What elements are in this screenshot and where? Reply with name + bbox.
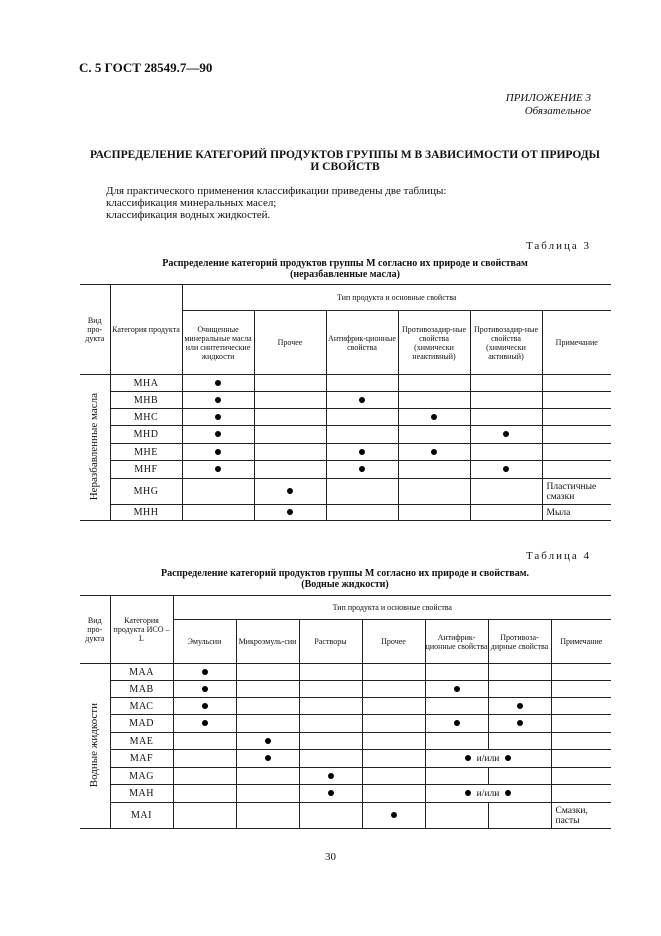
table-4-caption xyxy=(80,568,610,590)
bullet-icon xyxy=(359,397,365,403)
mark-cell xyxy=(299,785,362,803)
bullet-icon xyxy=(391,812,397,818)
group-cell xyxy=(80,375,110,521)
category-cell: МАА xyxy=(110,664,173,681)
mark-cell xyxy=(398,409,470,426)
appendix-label xyxy=(506,92,591,118)
bullet-icon xyxy=(202,720,208,726)
mark-cell xyxy=(299,664,362,681)
mark-cell xyxy=(182,375,254,392)
mark-cell xyxy=(326,426,398,444)
category-cell: МНА xyxy=(110,375,182,392)
bullet-icon xyxy=(503,466,509,472)
col-header: Прочее xyxy=(362,620,425,664)
table-3-label: Таблица 3 xyxy=(525,240,591,252)
mark-cell xyxy=(488,664,551,681)
note-cell xyxy=(542,375,611,392)
note-cell: Смазки, пасты xyxy=(551,803,611,829)
bullet-icon xyxy=(215,380,221,386)
mark-cell xyxy=(254,444,326,461)
category-cell: MHG xyxy=(110,479,182,505)
category-cell: MHD xyxy=(110,426,182,444)
mark-cell xyxy=(362,733,425,750)
group-label: Неразбавленные масла xyxy=(88,392,101,501)
mark-cell xyxy=(236,803,299,829)
table-row xyxy=(80,426,611,444)
note-cell xyxy=(542,461,611,479)
mark-cell xyxy=(362,715,425,733)
col-header: Прочее xyxy=(254,311,326,375)
note-cell xyxy=(542,392,611,409)
category-cell: МНС xyxy=(110,409,182,426)
bullet-icon xyxy=(328,773,334,779)
mark-cell xyxy=(326,444,398,461)
mark-cell xyxy=(236,715,299,733)
col-header: Примечание xyxy=(551,620,611,664)
note-cell xyxy=(551,750,611,768)
category-cell: МНВ xyxy=(110,392,182,409)
mark-cell xyxy=(173,715,236,733)
note-cell xyxy=(551,715,611,733)
mark-cell xyxy=(488,715,551,733)
mark-cell xyxy=(173,681,236,698)
appendix-title: ПРИЛОЖЕНИЕ 3 xyxy=(505,92,591,104)
table-row xyxy=(80,733,611,750)
mark-cell xyxy=(182,392,254,409)
intro-text xyxy=(106,185,447,221)
mark-cell xyxy=(362,698,425,715)
mark-cell xyxy=(182,426,254,444)
bullet-icon xyxy=(431,414,437,420)
mark-cell xyxy=(470,426,542,444)
mark-cell xyxy=(362,750,425,768)
mark-cell xyxy=(425,733,488,750)
table-row xyxy=(80,444,611,461)
section-title-line-1: РАСПРЕДЕЛЕНИЕ КАТЕГОРИЙ ПРОДУКТОВ ГРУППЫ М В ЗАВИСИМОСТИ ОТ ПРИРОДЫ xyxy=(90,149,600,161)
mark-cell xyxy=(326,375,398,392)
mark-cell xyxy=(173,768,236,785)
mark-cell xyxy=(362,681,425,698)
mark-cell xyxy=(299,681,362,698)
mark-cell xyxy=(488,733,551,750)
mark-cell xyxy=(470,409,542,426)
bullet-icon xyxy=(215,414,221,420)
col-header: Микроэмуль-сии xyxy=(236,620,299,664)
category-cell: МАЕ xyxy=(110,733,173,750)
mark-cell xyxy=(236,733,299,750)
bullet-icon xyxy=(287,488,293,494)
category-cell: MHF xyxy=(110,461,182,479)
bullet-icon xyxy=(517,720,523,726)
mark-cell xyxy=(173,750,236,768)
and-or-text: и/или xyxy=(476,753,500,764)
mark-cell xyxy=(236,768,299,785)
table-4-body xyxy=(80,664,611,829)
table-row xyxy=(80,698,611,715)
bullet-icon xyxy=(503,431,509,437)
mark-cell xyxy=(425,664,488,681)
bullet-icon xyxy=(328,790,334,796)
mark-cell xyxy=(362,664,425,681)
mark-cell xyxy=(299,733,362,750)
bullet-icon xyxy=(517,703,523,709)
category-cell: MAI xyxy=(110,803,173,829)
mark-cell xyxy=(299,803,362,829)
col-header: Примечание xyxy=(542,311,611,375)
mark-cell xyxy=(299,768,362,785)
mark-cell xyxy=(398,505,470,521)
mark-cell xyxy=(326,392,398,409)
intro-line: классификация водных жидкостей. xyxy=(106,209,271,221)
bullet-icon xyxy=(359,466,365,472)
table-4 xyxy=(80,595,611,829)
bullet-icon xyxy=(202,686,208,692)
col-header: Антифрик-ционные свойства xyxy=(326,311,398,375)
col-header-type: Тип продукта и основные свойства xyxy=(173,596,611,620)
mark-cell xyxy=(173,733,236,750)
table-row xyxy=(80,375,611,392)
mark-cell xyxy=(182,444,254,461)
mark-cell xyxy=(326,479,398,505)
mark-cell xyxy=(398,392,470,409)
table-4-caption-line-1: Распределение категорий продуктов группы М согласно их природе и свойствам. xyxy=(160,568,530,579)
mark-cell xyxy=(236,750,299,768)
category-cell: МНЕ xyxy=(110,444,182,461)
bullet-icon xyxy=(505,790,511,796)
mark-cell xyxy=(398,444,470,461)
table-row xyxy=(80,664,611,681)
mark-cell xyxy=(470,392,542,409)
mark-cell xyxy=(254,426,326,444)
col-header-category: Категория продукта ИСО – L xyxy=(110,596,173,664)
mark-cell xyxy=(299,750,362,768)
mark-cell xyxy=(425,681,488,698)
mark-cell xyxy=(398,375,470,392)
table-row xyxy=(80,505,611,521)
bullet-icon xyxy=(202,703,208,709)
table-row xyxy=(80,750,611,768)
appendix-status: Обязательное xyxy=(524,105,591,117)
mark-cell xyxy=(173,803,236,829)
mark-cell xyxy=(182,505,254,521)
bullet-icon xyxy=(431,449,437,455)
note-cell xyxy=(542,444,611,461)
note-cell xyxy=(551,681,611,698)
note-cell xyxy=(542,409,611,426)
bullet-icon xyxy=(202,669,208,675)
mark-cell xyxy=(425,803,488,829)
note-cell xyxy=(551,698,611,715)
mark-cell xyxy=(173,785,236,803)
mark-cell xyxy=(425,698,488,715)
mark-cell xyxy=(398,426,470,444)
mark-cell xyxy=(425,715,488,733)
mark-cell xyxy=(470,375,542,392)
mark-cell xyxy=(254,505,326,521)
mark-cell xyxy=(470,479,542,505)
col-header: Растворы xyxy=(299,620,362,664)
table-3-caption-line-2: (неразбавленные масла) xyxy=(290,269,400,280)
table-row xyxy=(80,479,611,505)
intro-line: классификация минеральных масел; xyxy=(106,197,277,209)
mark-cell xyxy=(470,444,542,461)
col-header: Антифрик-ционные свойства xyxy=(425,620,488,664)
col-header: Противозадир-ные свойства (химически неактивный) xyxy=(398,311,470,375)
bullet-icon xyxy=(215,466,221,472)
mark-cell xyxy=(488,803,551,829)
bullet-icon xyxy=(265,738,271,744)
mark-cell xyxy=(254,461,326,479)
table-row xyxy=(80,409,611,426)
page-number: 30 xyxy=(325,851,336,863)
table-row xyxy=(80,715,611,733)
note-cell xyxy=(551,664,611,681)
table-row xyxy=(80,785,611,803)
mark-cell xyxy=(398,479,470,505)
category-cell: МНН xyxy=(110,505,182,521)
mark-cell xyxy=(398,461,470,479)
mark-cell xyxy=(425,768,488,785)
bullet-icon xyxy=(215,397,221,403)
note-cell xyxy=(551,768,611,785)
col-header-category: Категория продукта xyxy=(110,285,182,375)
bullet-icon xyxy=(215,431,221,437)
mark-cell xyxy=(182,479,254,505)
and-or-text: и/или xyxy=(476,788,500,799)
mark-cell xyxy=(362,768,425,785)
note-cell xyxy=(542,426,611,444)
mark-cell xyxy=(488,681,551,698)
note-cell xyxy=(551,785,611,803)
bullet-icon xyxy=(359,449,365,455)
category-cell: МАН xyxy=(110,785,173,803)
table-row xyxy=(80,392,611,409)
category-cell: MAD xyxy=(110,715,173,733)
table-3-body xyxy=(80,375,611,521)
table-4-label: Таблица 4 xyxy=(525,550,591,562)
mark-cell xyxy=(326,505,398,521)
table-row xyxy=(80,803,611,829)
table-3-caption-line-1: Распределение категорий продуктов группы М согласно их природе и свойствам xyxy=(162,258,528,269)
category-cell: MAB xyxy=(110,681,173,698)
mark-cell xyxy=(299,698,362,715)
group-label: Водные жидкости xyxy=(88,702,101,788)
note-cell xyxy=(551,733,611,750)
col-header-vid: Вид про-дукта xyxy=(80,285,110,375)
mark-cell xyxy=(182,461,254,479)
table-row xyxy=(80,681,611,698)
intro-line: Для практического применения классификации приведены две таблицы: xyxy=(106,185,447,197)
note-cell: Пластичные смазки xyxy=(542,479,611,505)
mark-cell xyxy=(326,409,398,426)
table-3 xyxy=(80,284,611,521)
mark-cell xyxy=(236,785,299,803)
bullet-icon xyxy=(265,755,271,761)
mark-cell xyxy=(470,505,542,521)
mark-cell xyxy=(326,461,398,479)
bullet-icon xyxy=(215,449,221,455)
col-header-vid: Вид про-дукта xyxy=(80,596,110,664)
mark-cell xyxy=(254,479,326,505)
mark-cell xyxy=(488,698,551,715)
mark-cell xyxy=(254,409,326,426)
col-header: Очищенные минеральные масла или синтетические жидкости xyxy=(182,311,254,375)
mark-cell xyxy=(299,715,362,733)
category-cell: MAF xyxy=(110,750,173,768)
mark-cell xyxy=(254,392,326,409)
category-cell: MAG xyxy=(110,768,173,785)
mark-cell xyxy=(254,375,326,392)
col-header: Противозадир-ные свойства (химически активный) xyxy=(470,311,542,375)
bullet-icon xyxy=(454,686,460,692)
section-title-line-2: И СВОЙСТВ xyxy=(310,161,380,173)
table-4-caption-line-2: (Водные жидкости) xyxy=(301,579,389,590)
mark-cell xyxy=(470,461,542,479)
bullet-icon xyxy=(465,755,471,761)
category-cell: МАС xyxy=(110,698,173,715)
bullet-icon xyxy=(287,509,293,515)
mark-cell xyxy=(236,664,299,681)
document-header: С. 5 ГОСТ 28549.7—90 xyxy=(79,60,213,75)
col-header-type: Тип продукта и основные свойства xyxy=(182,285,611,311)
mark-cell xyxy=(362,803,425,829)
col-header: Противоза-дирные свойства xyxy=(488,620,551,664)
bullet-icon xyxy=(505,755,511,761)
table-row xyxy=(80,461,611,479)
col-header: Эмульсии xyxy=(173,620,236,664)
table-3-caption xyxy=(80,258,610,280)
mark-cell xyxy=(488,768,551,785)
mark-cell xyxy=(236,698,299,715)
mark-cell xyxy=(236,681,299,698)
mark-cell xyxy=(173,664,236,681)
bullet-icon xyxy=(465,790,471,796)
mark-cell xyxy=(173,698,236,715)
mark-cell xyxy=(425,785,551,803)
group-cell xyxy=(80,664,110,829)
bullet-icon xyxy=(454,720,460,726)
mark-cell xyxy=(362,785,425,803)
mark-cell xyxy=(425,750,551,768)
section-title xyxy=(80,149,610,173)
table-row xyxy=(80,768,611,785)
mark-cell xyxy=(182,409,254,426)
note-cell: Мыла xyxy=(542,505,611,521)
